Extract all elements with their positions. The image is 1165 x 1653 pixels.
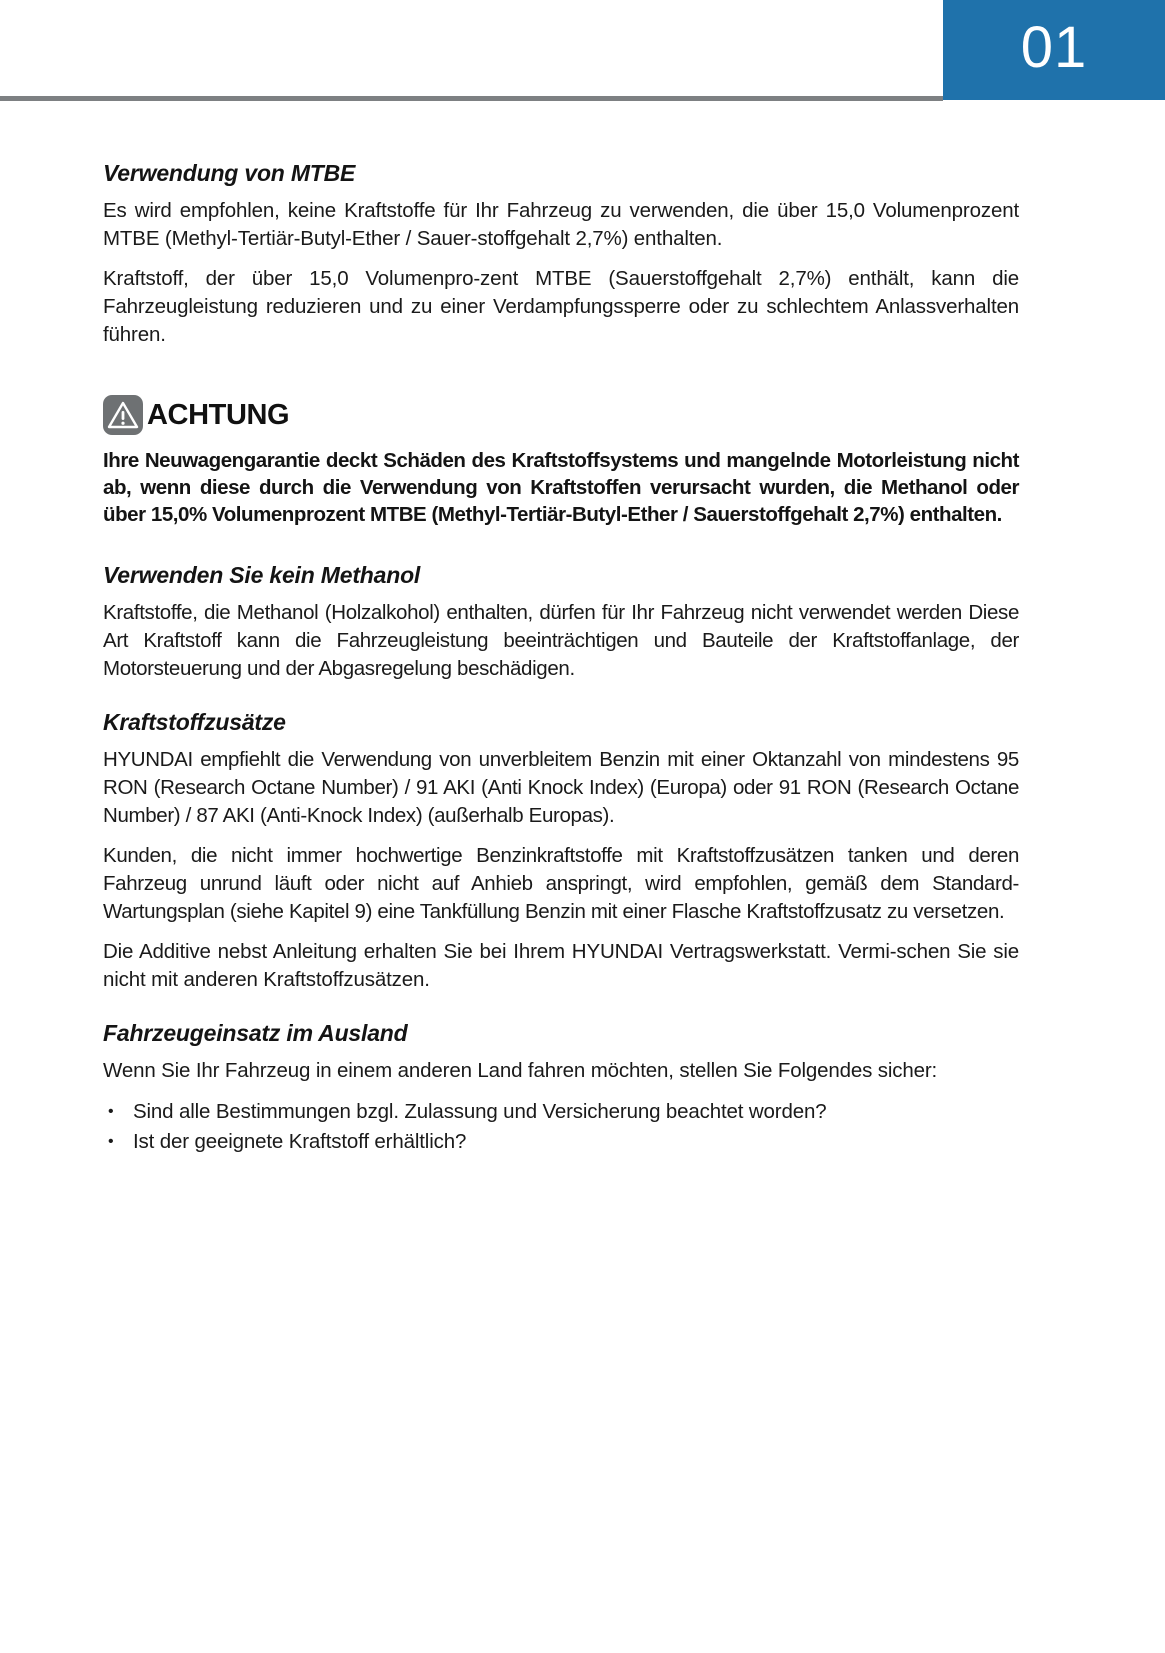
page-content [103,160,1019,1183]
additives-paragraph-1: HYUNDAI empfiehlt die Verwendung von unverbleitem Benzin mit einer Oktanzahl von mindestens 95 RON (Research Octane Number) / 91 AKI (Anti Knock Index) (Europa) oder 91 RON (Research Octane Number) / 87 AKI (Anti-Knock Index) (außerhalb Europas). [103,748,1019,827]
list-item-label: Ist der geeignete Kraftstoff erhältlich? [133,1130,467,1153]
chapter-tab [943,0,1165,100]
methanol-paragraph-1: Kraftstoffe, die Methanol (Holzalkohol) enthalten, dürfen für Ihr Fahrzeug nicht verwendet werden Diese Art Kraftstoff kann die Fahrzeugleistung beeinträchtigen und Bauteile der Kraftstoffanlage, der Motorsteuerung und der Abgasregelung beschädigen. [103,601,1019,680]
section-title-additives: Kraftstoffzusätze [103,709,286,735]
warning-header [103,395,1019,435]
abroad-bullet-list [103,1097,1019,1157]
section-title-mtbe: Verwendung von MTBE [103,160,356,186]
chapter-number: 01 [1020,15,1088,80]
list-item [103,1127,1019,1157]
warning-block-achtung [103,395,1019,528]
additives-paragraph-2: Kunden, die nicht immer hochwertige Benzinkraftstoffe mit Kraftstoffzusätzen tanken und deren Fahrzeug unrund läuft oder nicht auf Anhieb anspringt, wird empfohlen, gemäß dem Standard-Wartungsplan (siehe Kapitel 9) eine Tankfüllung Benzin mit einer Flasche Kraftstoffzusatz zu versetzen. [103,844,1019,923]
section-methanol [103,562,1019,683]
additives-paragraph-3: Die Additive nebst Anleitung erhalten Sie bei Ihrem HYUNDAI Vertragswerkstatt. Vermi-schen Sie sie nicht mit anderen Kraftstoffzusätzen. [103,940,1019,991]
list-item [103,1097,1019,1127]
abroad-paragraph-1: Wenn Sie Ihr Fahrzeug in einem anderen Land fahren möchten, stellen Sie Folgendes sicher: [103,1059,938,1082]
warning-body-text: Ihre Neuwagengarantie deckt Schäden des Kraftstoffsystems und mangelnde Motorleistung nicht ab, wenn diese durch die Verwendung von Kraftstoffen verursacht wurden, die Methanol oder über 15,0% Volumenprozent MTBE (Methyl-Tertiär-Butyl-Ether / Sauerstoffgehalt 2,7%) enthalten. [103,449,1019,526]
mtbe-paragraph-2: Kraftstoff, der über 15,0 Volumenpro-zent MTBE (Sauerstoffgehalt 2,7%) enthält, kann die Fahrzeugleistung reduzieren und zu einer Verdampfungssperre oder zu schlechtem Anlassverhalten führen. [103,267,1019,346]
section-abroad [103,1020,1019,1157]
section-title-methanol: Verwenden Sie kein Methanol [103,562,421,588]
bullet-dot-icon: • [108,1103,114,1120]
page-header [0,0,1165,108]
warning-label: ACHTUNG [147,398,290,431]
section-mtbe [103,160,1019,349]
warning-triangle-icon [103,395,143,435]
mtbe-paragraph-1: Es wird empfohlen, keine Kraftstoffe für Ihr Fahrzeug zu verwenden, die über 15,0 Volumenprozent MTBE (Methyl-Tertiär-Butyl-Ether / Sauer-stoffgehalt 2,7%) enthalten. [103,199,1019,250]
section-additives [103,709,1019,994]
header-divider-rule [0,96,943,101]
bullet-dot-icon: • [108,1133,114,1150]
section-title-abroad: Fahrzeugeinsatz im Ausland [103,1020,408,1046]
list-item-label: Sind alle Bestimmungen bzgl. Zulassung und Versicherung beachtet worden? [133,1100,827,1123]
